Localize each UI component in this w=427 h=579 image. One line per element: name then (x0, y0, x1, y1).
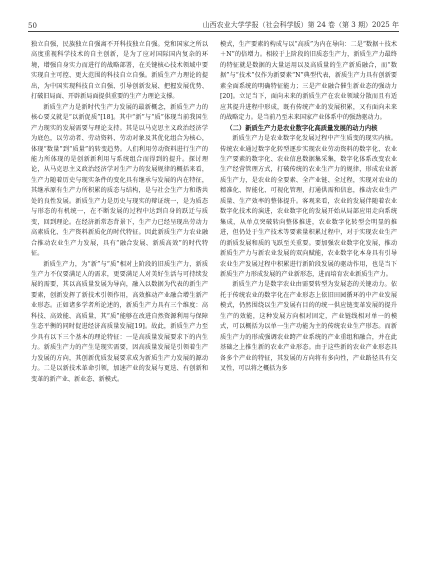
right-paragraph-3: 新质生产力是数字农业由需要转型为发展态的关键动力。依托于传统农业的数字化在产业形态上依旧田园循环的中产业发展模式，仍然围绕以生产发展有目的的统一供应链变革发展的提升生产的效能，这种发展方向相对固定，产业链线相对单一的模式，可以概括为以单一生产功能为主的传统农业生产形态。而新质生产力的形成强调农业跨产业系统的产业重组和融合，并在此基础之上推生新的农业产业形态。由于这些新的农业产业形态具备多个产业的特征，其发展的方向将有多向性，产业路径具有交叉性，可以将之概括为多 (220, 281, 397, 373)
left-paragraph-3: 新质生产力，为“新”与“质”相对上阶段的旧质生产力，新质生产力不仅要满足人的需求，更要满足人对美好生活与可持续发展的需要，其以高质量发展为导向，融入以数据为代表的新生产要素，创新发挥了新技术引领作用，高效推动产业融合增生新产业形态。正如诸多学者所论述的，新质生产力具有三个维度：高科技、高效能、高质量，其“质”能够在改进自然资源利用与保障生态平衡的同时促进经济高质量发展[19]。故此，新质生产力至少具有以下三个基本的理论特征：一是高质量发展要求下的内生力。新质生产力的产生是现实需要，因高质量发展是引领着生产力发展的方向，其创新优质发展要求成为新质生产力发展的源动力。二是以新技术革命引领，加速产业的发展与更迭、有创新和变革的新产业、新业态、新模式。 (31, 260, 208, 383)
left-paragraph-1: 独立自强，民族独立自强离不开科技独立自强。党和国家之所以高度重视科学技术的自主创新，是为了应对国际国内复杂的环境，增强自身实力而进行的战略部署，在关键核心技术领域中要实现自主可控、更大范围的科技自立自强。新质生产力理论的提出，为中国实现科技自立自强、引导创新发展、把握发展优势、打破旧局面、开辟新局面提供重要的生产力理论支撑。 (31, 41, 208, 101)
left-paragraph-2: 新质生产力是新时代生产力发展的最新概念，新质生产力的核心要义就是“以新促质”[18]。其中“新”与“质”体现当前我国生产力现实的发展需要与理论支持。其是以马克思主义政治经济学为底色，以劳动者、劳动资料、劳动对象及其优化组合为核心，体现“数量”到“质量”的转变趋势。人们利用劳动资料进行生产的能力所体现的是创新新利用与系统组合而得到的提升。探讨理论，从马克思主义政治经济学对生产力的发展规律的概括来看，生产力随着历史与现实条件的变化具有继承与发展的内在特征，其继承原有生产力所积累的质态与结构，是与社会生产力和谐共处的良性发展。新质生产力是历史与现实的辩证统一，是为质态与形态的有机统一，在不断发展的过程中达到自身的跃迁与质变，回到理论。在经济新常态背景下，生产力已经呈现出劳动力高素质化、生产资料新质化的时代特征。因此新质生产力农业融合推动农业生产力发展，具有“融合发展、新质高效”的时代特征。 (31, 103, 208, 258)
section-heading: （二）新质生产力是农业数字化高质量发展的动力内核 (226, 124, 378, 132)
journal-title: 山西农业大学学报（社会科学版）第 24 卷（第 3 期）2025 年 (202, 21, 399, 29)
header-rule (28, 31, 399, 32)
right-paragraph-1: 模式，生产要素的构成与以“高质”为内在导向：二是“数据＋技术＋N”的倍增力。相较于上阶段的旧质态生产力，新质生产力最终的特征就是数据的大量运用以及高质量的生产新质融合，而“数据”与“技术”仅作为新要素“N”典型代表，新质生产力具有创新要素全面系统的明确特征能力；三是产业融合催生新业态的强动力[20]。立足当下，面向未来的新质生产在农业领域分散而且有适应其提升进程中形成，既有传统产业的发展积累，又有面向未来的战略定力。是当前乃至未来国家产业体系中的强劲驱动力。 (220, 41, 397, 122)
right-column (220, 40, 397, 375)
page-number: 50 (28, 22, 37, 30)
left-column (31, 40, 208, 385)
right-paragraph-2: 新质生产力是农业数字化发展过程中产生质变的现实内核。传统农业通过数字化转型逐步实现农业劳动资料的数字化、农业生产要素的数字化、农业信息数据集采集，数字化体系改变农业生产经营管理方式，打破传统的农业生产力的规律，形成农业新质生产力，是农业的全要素、全产业链、全过程，实现对农业的精准化、智能化、可视化管理，打通供需和信息，推动农业生产质量、生产效率的整体提升。客观来看，农业的发展伴随着农业数字化技术的演进，农业数字化的发展开始从局部应用走向系统集成，从单点突破转向整体推进，农业数字化转型会明显的推进，但仍处于生产技术等要素量积累过程中，对于实现农业生产的新质发展和质的飞跃至关重要。要加强农业数字化发展，推动新质生产力与新农业发展的双向赋能，农业数字化本身具有引导农业生产发展过程中积累进行新阶段发展的驱动作用，也是当下新质生产力形成发展的产业新形态，进而培育农业新质生产力。 (220, 135, 397, 278)
page-header (28, 16, 399, 30)
